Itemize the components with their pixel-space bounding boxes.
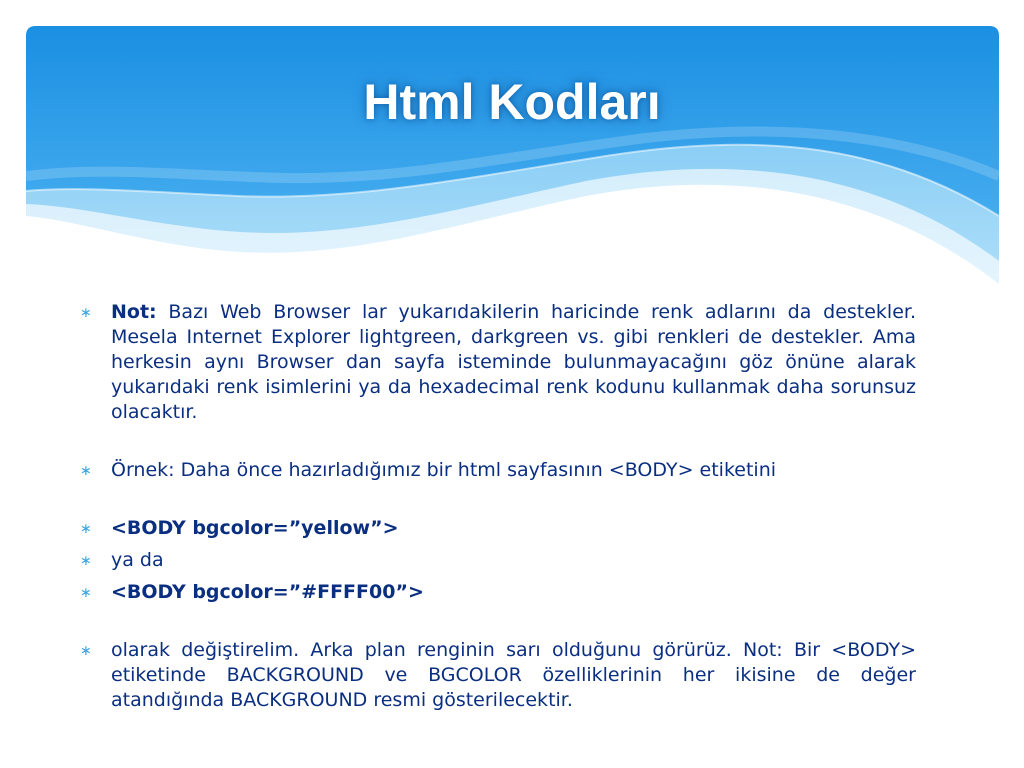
- header-wave-banner: [26, 26, 999, 286]
- bullet-icon: ∗: [80, 521, 92, 537]
- wave-background: [26, 26, 999, 286]
- bullet-icon: ∗: [80, 553, 92, 569]
- list-item-conclusion: [80, 638, 916, 713]
- list-item-note: [80, 300, 916, 425]
- bullet-icon: ∗: [80, 585, 92, 601]
- note-text: Bazı Web Browser lar yukarıdakilerin haricinde renk adlarını da destekler. Mesela Internet Explorer lightgreen, darkgreen vs. gibi renkleri de destekler. Ama herkesin aynı Browser dan sayfa isteminde bulunmayacağını göz önüne alarak yukarıdaki renk isimlerini ya da hexadecimal renk kodunu kullanmak daha sorunsuz olacaktır.: [111, 301, 916, 423]
- bullet-list: [80, 300, 916, 713]
- list-item-code-hex: [80, 580, 916, 605]
- conclusion-text: olarak değiştirelim. Arka plan renginin sarı olduğunu görürüz. Not: Bir <BODY> etiketinde BACKGROUND ve BGCOLOR özelliklerinin her ikisine de değer atandığında BACKGROUND resmi gösterilecektir.: [111, 639, 916, 711]
- bullet-icon: ∗: [80, 305, 92, 321]
- code-hex-text: <BODY bgcolor=”#FFFF00”>: [111, 581, 424, 603]
- or-text: ya da: [111, 549, 164, 571]
- bullet-icon: ∗: [80, 463, 92, 479]
- list-item-or: [80, 548, 916, 573]
- note-label: Not:: [111, 301, 157, 323]
- code-yellow-text: <BODY bgcolor=”yellow”>: [111, 517, 399, 539]
- example-text: Örnek: Daha önce hazırladığımız bir html sayfasının <BODY> etiketini: [111, 459, 777, 481]
- list-item-code-yellow: [80, 516, 916, 541]
- bullet-icon: ∗: [80, 643, 92, 659]
- list-item-example: [80, 458, 916, 483]
- slide-title: Html Kodları: [363, 74, 661, 130]
